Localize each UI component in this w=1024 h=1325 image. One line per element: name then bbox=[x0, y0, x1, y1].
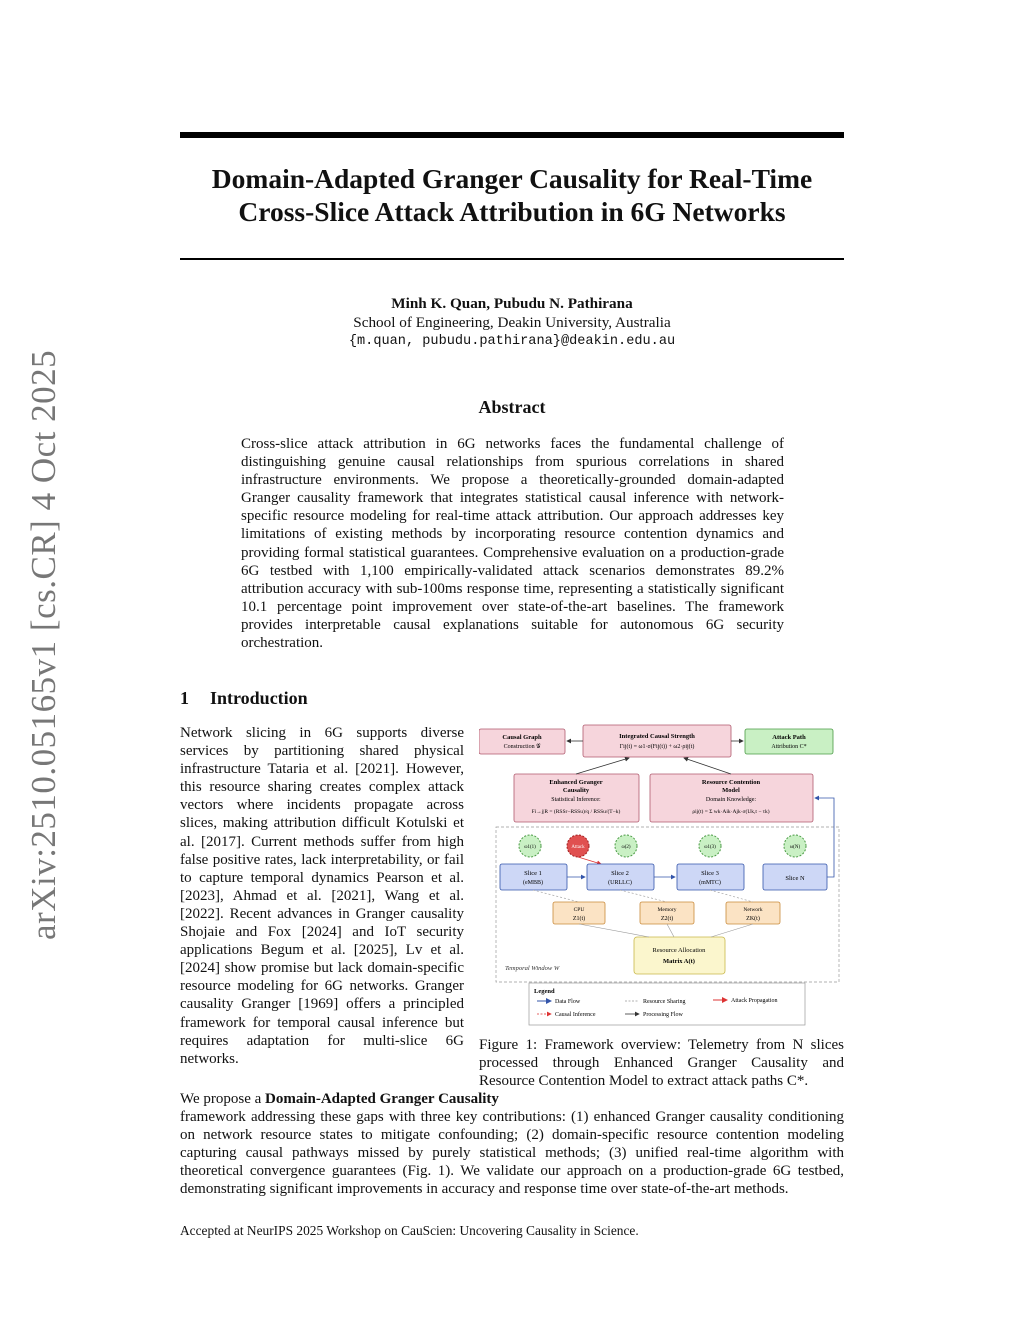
attack-path-label: Attack Path bbox=[772, 734, 806, 741]
author-block bbox=[180, 294, 844, 351]
legend-causal: Causal Inference bbox=[555, 1012, 596, 1018]
attack-arrow bbox=[578, 857, 601, 864]
slice-3-sub: (mMTC) bbox=[699, 880, 721, 886]
allocation-label: Resource Allocation bbox=[652, 947, 706, 954]
allocation-box bbox=[634, 937, 725, 974]
legend-data: Data Flow bbox=[555, 999, 581, 1005]
allocation-sub: Matrix A(t) bbox=[663, 958, 695, 965]
title-line-2: Cross-Slice Attack Attribution in 6G Networks bbox=[238, 196, 786, 227]
section-heading bbox=[180, 688, 308, 709]
rcm-title: Resource Contention bbox=[701, 779, 761, 786]
figure-caption: Figure 1: Framework overview: Telemetry from N slices processed through Enhanced Granger Causality and Resource Contention Model to extract attack paths C*. bbox=[479, 1037, 844, 1090]
share-line-1 bbox=[533, 890, 579, 902]
footnote: Accepted at NeurIPS 2025 Workshop on CauScien: Uncovering Causality in Science. bbox=[180, 1223, 639, 1238]
arrow-egc-up bbox=[576, 758, 629, 774]
node-attack-label: Attack bbox=[571, 845, 585, 850]
alloc-link-2 bbox=[667, 924, 674, 937]
title-rule-top bbox=[180, 132, 844, 138]
intro-lead-text: We propose a bbox=[180, 1091, 266, 1107]
integrated-label: Integrated Causal Strength bbox=[619, 733, 695, 740]
egc-eq: Fi→j|R = (RSSr−RSSu)/q / RSSu/(T−k) bbox=[531, 809, 621, 815]
slice-2-sub: (URLLC) bbox=[608, 880, 632, 886]
legend-share: Resource Sharing bbox=[643, 999, 686, 1005]
egc-title-2: Causality bbox=[562, 787, 590, 794]
slice-n-label: Slice N bbox=[785, 875, 805, 882]
intro-bold-term: Domain-Adapted Granger Causality bbox=[265, 1091, 499, 1107]
slice-1-box bbox=[500, 864, 567, 890]
alloc-link-1 bbox=[579, 924, 649, 937]
attack-path-box bbox=[745, 729, 833, 754]
rcm-title-2: Model bbox=[722, 787, 740, 794]
slice-2-box bbox=[587, 864, 654, 890]
egc-title: Enhanced Granger bbox=[549, 779, 603, 786]
slice-2-label: Slice 2 bbox=[611, 870, 629, 877]
memory-label: Memory bbox=[657, 907, 677, 913]
share-line-3 bbox=[710, 890, 753, 902]
intro-paragraph-1: Network slicing in 6G supports diverse services by partitioning shared physical infrastructure Tataria et al. [2021]. However, this resource sharing creates complex attack vectors where incidents propagate across slices, making attribution difficult Kotulski et al. [2017]. Current methods suffer from high false positive rates, lack interpretability, or fail to capture temporal dynamics Pearson et al. [2023], Ahmad et al. [2021], Wang et al. [2022]. Recent advances in Granger causality Shojaie and Fox [2024] and IoT security applications Begum et al. [2025], Lv et al. [2024] show promise but lack domain-specific resource modeling for 6G networks. Granger causality Granger [1969] offers a principled framework for temporal causal inference but requires adaptation for multi-slice 6G networks. bbox=[180, 725, 464, 1067]
affiliation: School of Engineering, Deakin University, Australia bbox=[353, 314, 671, 331]
section-title: Introduction bbox=[210, 688, 308, 708]
causal-graph-sub: Construction 𝒢 bbox=[503, 744, 541, 750]
network-sub: ZK(t) bbox=[746, 916, 760, 922]
causal-graph-label: Causal Graph bbox=[502, 734, 542, 741]
slice-3-label: Slice 3 bbox=[701, 870, 719, 877]
alloc-link-3 bbox=[711, 924, 753, 937]
integrated-strength-box bbox=[583, 725, 731, 757]
rcm-sub: Domain Knowledge: bbox=[705, 797, 757, 803]
intro-lead bbox=[180, 1090, 499, 1108]
memory-sub: Z2(t) bbox=[660, 916, 674, 922]
cpu-label: CPU bbox=[573, 907, 585, 913]
framework-diagram bbox=[479, 720, 844, 1030]
abstract-text: Cross-slice attack attribution in 6G networks faces the fundamental challenge of distinguishing genuine causal relationships from spurious correlations in shared infrastructure environments. We propose a theoretically-grounded domain-adapted Granger causality framework that integrates statistical causal inference with network-specific resource modeling for real-time attack attribution. Our approach addresses key limitations of existing methods by incorporating resource contention dynamics and providing formal statistical guarantees. Comprehensive evaluation on a production-grade 6G testbed with 1,100 empirically-validated attack scenarios demonstrates 89.2% attribution accuracy with sub-100ms response time, representing a statistically significant 10.1 percentage point improvement over state-of-the-art baselines. The framework provides interpretable causal explanations suitable for autonomous 6G security orchestration. bbox=[241, 436, 784, 652]
legend-process: Processing Flow bbox=[643, 1012, 683, 1018]
slice-1-label: Slice 1 bbox=[524, 870, 542, 877]
attack-path-sub: Attribution C* bbox=[771, 744, 807, 750]
arrow-rcm-up bbox=[684, 758, 731, 774]
section-number: 1 bbox=[180, 688, 189, 708]
node-n-label: ω(N) bbox=[789, 845, 801, 850]
framework-figure bbox=[479, 720, 844, 1030]
egc-sub: Statistical Inference: bbox=[551, 797, 601, 803]
author-email: {m.quan, pubudu.pathirana}@deakin.edu.au bbox=[348, 334, 676, 349]
cpu-sub: Z1(t) bbox=[572, 916, 586, 922]
temporal-window-label: Temporal Window W bbox=[505, 965, 560, 972]
node-3-label: ω1(3) bbox=[704, 845, 716, 850]
node-1-label: ω1(1) bbox=[524, 845, 536, 850]
arxiv-sidebar-stamp: arXiv:2510.05165v1 [cs.CR] 4 Oct 2025 bbox=[24, 349, 63, 940]
title-line-1: Domain-Adapted Granger Causality for Real-Time bbox=[211, 163, 813, 194]
legend-attack: Attack Propagation bbox=[731, 998, 778, 1004]
share-line-2 bbox=[620, 890, 667, 902]
author-names: Minh K. Quan, Pubudu N. Pathirana bbox=[391, 295, 633, 312]
slice-1-sub: (eMBB) bbox=[523, 880, 543, 886]
causal-graph-box bbox=[479, 729, 565, 754]
title-rule-bottom bbox=[180, 258, 844, 260]
integrated-eq: Γij(t) = ω1·σ(Fij(t)) + ω2·ρij(t) bbox=[619, 744, 695, 750]
intro-paragraph-2: framework addressing these gaps with three key contributions: (1) enhanced Granger causality conditioning on network resource states to mitigate confounding; (2) domain-specific resource contention modeling capturing causal pathways missed by purely statistical methods; (3) unified real-time algorithm with theoretical convergence guarantees (Fig. 1). We validate our approach on a production-grade 6G testbed, demonstrating significant improvements in accuracy and response time over state-of-the-art methods. bbox=[180, 1109, 844, 1198]
node-2-label: ω(2) bbox=[621, 845, 631, 850]
legend-title: Legend bbox=[534, 988, 555, 995]
abstract-heading: Abstract bbox=[478, 397, 546, 417]
paper-title bbox=[180, 162, 844, 228]
slice-3-box bbox=[677, 864, 744, 890]
rcm-eq: ρij(t) = Σ wk·Aik·Ajk·σ(Uk,t − τk) bbox=[692, 809, 770, 815]
network-label: Network bbox=[743, 907, 763, 913]
